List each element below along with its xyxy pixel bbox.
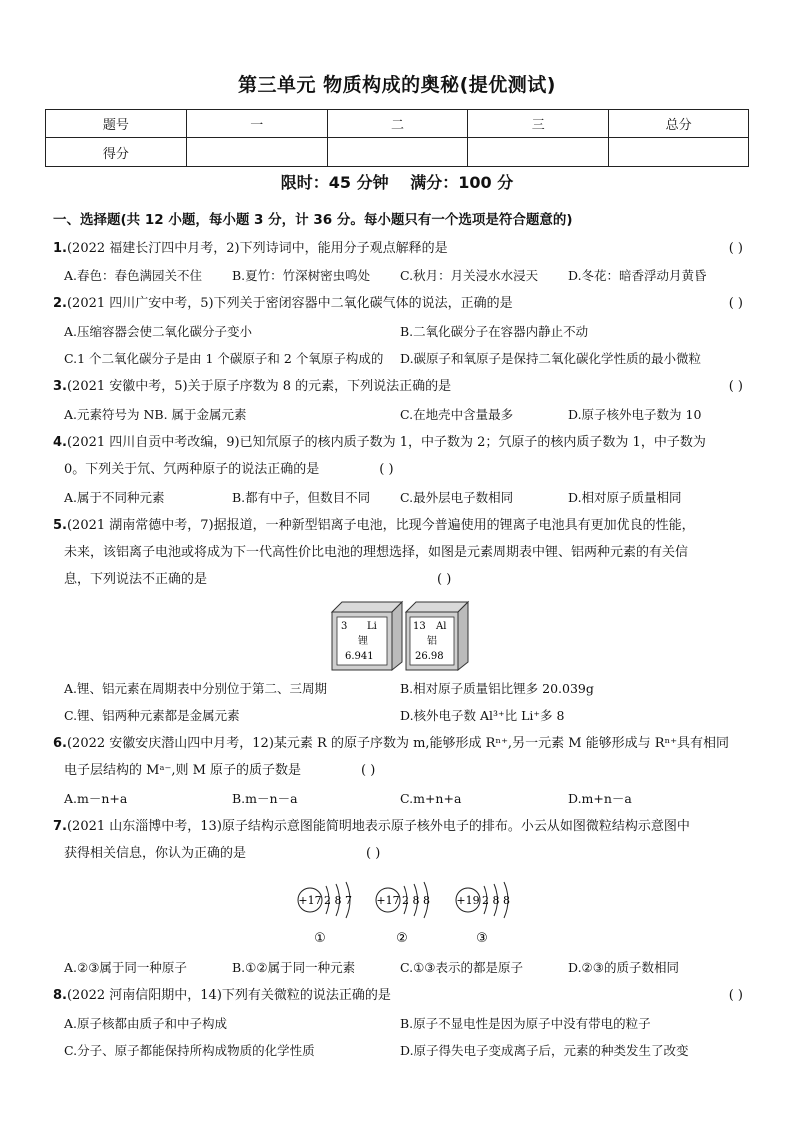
answer-paren[interactable]: ( ) xyxy=(728,241,743,256)
score-header: 二 xyxy=(327,110,468,138)
element-number: 3 xyxy=(341,621,348,632)
option[interactable]: D.原子核外电子数为 10 xyxy=(568,407,702,422)
nucleus-charge: +17 xyxy=(298,894,322,907)
question-stem: (2021 山东淄博中考，13)原子结构示意图能简明地表示原子核外电子的排布。小云从如图微粒结构示意图中 xyxy=(66,819,690,834)
element-mass: 6.941 xyxy=(345,651,374,662)
answer-paren[interactable]: ( ) xyxy=(366,846,381,861)
question-number: 1. xyxy=(53,241,67,256)
score-header: 三 xyxy=(468,110,609,138)
atom-label: ② xyxy=(396,931,408,946)
nucleus-charge: +19 xyxy=(456,894,480,907)
option[interactable]: C.秋月：月关浸水水浸天 xyxy=(400,268,539,283)
answer-paren[interactable]: ( ) xyxy=(728,988,743,1003)
atom-structure-figure xyxy=(290,876,530,946)
score-cell[interactable] xyxy=(609,138,749,167)
element-symbol: Al xyxy=(436,621,447,632)
question-6-line2 xyxy=(64,758,744,784)
question-stem: 0。下列关于氘、氕两种原子的说法正确的是 xyxy=(64,462,320,477)
option[interactable]: B.m－n－a xyxy=(232,791,298,806)
question-stem: (2022 福建长汀四中月考，2)下列诗词中，能用分子观点解释的是 xyxy=(66,241,448,256)
option[interactable]: B.原子不显电性是因为原子中没有带电的粒子 xyxy=(400,1016,651,1031)
question-stem: 息，下列说法不正确的是 xyxy=(64,572,208,587)
time-limit-line xyxy=(0,170,794,193)
answer-paren[interactable]: ( ) xyxy=(361,763,376,778)
option[interactable]: C.在地壳中含量最多 xyxy=(400,407,514,422)
option[interactable]: A.②③属于同一种原子 xyxy=(64,960,187,975)
option[interactable]: A.锂、铝元素在周期表中分别位于第二、三周期 xyxy=(64,681,328,696)
question-7 xyxy=(53,814,743,840)
question-number: 3. xyxy=(53,379,67,394)
option[interactable]: C.最外层电子数相同 xyxy=(400,490,514,505)
option[interactable]: A.原子核都由质子和中子构成 xyxy=(64,1016,228,1031)
question-2 xyxy=(53,291,743,317)
question-5 xyxy=(53,513,743,539)
question-4-line2 xyxy=(64,457,744,483)
cube-top xyxy=(332,602,402,612)
full-score: 满分：100 分 xyxy=(410,173,514,192)
option[interactable]: A.m－n+a xyxy=(64,791,128,806)
option[interactable]: D.②③的质子数相同 xyxy=(568,960,679,975)
question-stem: (2021 四川广安中考，5)下列关于密闭容器中二氧化碳气体的说法，正确的是 xyxy=(66,296,513,311)
answer-paren[interactable]: ( ) xyxy=(728,379,743,394)
score-header: 一 xyxy=(186,110,327,138)
cube-top xyxy=(406,602,468,612)
question-stem: (2021 安徽中考，5)关于原子序数为 8 的元素，下列说法正确的是 xyxy=(66,379,452,394)
question-5-line3 xyxy=(64,567,744,593)
option[interactable]: A.属于不同种元素 xyxy=(64,490,165,505)
atom-diagram-1 xyxy=(298,882,352,946)
element-cubes-svg xyxy=(330,600,470,672)
question-stem: (2022 河南信阳期中，14)下列有关微粒的说法正确的是 xyxy=(66,988,391,1003)
option[interactable]: A.春色：春色满园关不住 xyxy=(64,268,203,283)
score-cell[interactable] xyxy=(327,138,468,167)
option[interactable]: A.元素符号为 NB. 属于金属元素 xyxy=(64,407,247,422)
option[interactable]: B.二氧化碳分子在容器内静止不动 xyxy=(400,324,589,339)
section-heading: 一、选择题(共 12 小题，每小题 3 分，计 36 分。每小题只有一个选项是符合题意的) xyxy=(53,212,573,228)
periodic-table-figure xyxy=(330,600,470,672)
option[interactable]: B.相对原子质量铝比锂多 20.039g xyxy=(400,681,594,696)
answer-paren[interactable]: ( ) xyxy=(379,462,394,477)
answer-paren[interactable]: ( ) xyxy=(437,572,452,587)
score-header: 总分 xyxy=(609,110,749,138)
score-header: 题号 xyxy=(46,110,187,138)
question-number: 4. xyxy=(53,435,67,450)
answer-paren[interactable]: ( ) xyxy=(728,296,743,311)
question-number: 5. xyxy=(53,518,67,533)
option[interactable]: B.都有中子，但数目不同 xyxy=(232,490,371,505)
atom-label: ① xyxy=(314,931,326,946)
time-limit: 限时：45 分钟 xyxy=(280,173,389,192)
score-row-label: 得分 xyxy=(46,138,187,167)
question-7-line2 xyxy=(64,841,744,867)
question-3 xyxy=(53,374,743,400)
option[interactable]: A.压缩容器会使二氧化碳分子变小 xyxy=(64,324,253,339)
question-stem: 获得相关信息，你认为正确的是 xyxy=(64,846,247,861)
option[interactable]: D.冬花：暗香浮动月黄昏 xyxy=(568,268,707,283)
question-5-line2 xyxy=(64,540,744,566)
question-stem: (2021 四川自贡中考改编，9)已知氘原子的核内质子数为 1，中子数为 2；氕原子的核内质子数为 1，中子数为 xyxy=(66,435,706,450)
option[interactable]: B.①②属于同一种元素 xyxy=(232,960,356,975)
option[interactable]: C.①③表示的都是原子 xyxy=(400,960,524,975)
element-number: 13 xyxy=(413,621,426,632)
page-title: 第三单元 物质构成的奥秘(提优测试) xyxy=(238,74,556,96)
question-1 xyxy=(53,236,743,262)
question-number: 7. xyxy=(53,819,67,834)
score-cell[interactable] xyxy=(468,138,609,167)
electron-shells: 2 8 7 xyxy=(324,894,352,907)
element-name: 铝 xyxy=(427,636,437,647)
atom-diagrams-svg xyxy=(290,876,530,946)
nucleus-charge: +17 xyxy=(376,894,400,907)
score-table xyxy=(45,109,749,167)
element-name: 锂 xyxy=(358,636,368,647)
question-number: 8. xyxy=(53,988,67,1003)
atom-diagram-3 xyxy=(456,882,510,946)
question-8 xyxy=(53,983,743,1009)
option[interactable]: D.m+n－a xyxy=(568,791,632,806)
question-number: 2. xyxy=(53,296,67,311)
question-4 xyxy=(53,430,743,456)
question-stem: (2022 安徽安庆潜山四中月考，12)某元素 R 的原子序数为 m,能够形成 Rⁿ⁺,另一元素 M 能够形成与 Rⁿ⁺具有相同 xyxy=(66,736,730,751)
question-6 xyxy=(53,731,743,757)
question-number: 6. xyxy=(53,736,67,751)
option[interactable]: D.核外电子数 Al³⁺比 Li⁺多 8 xyxy=(400,708,565,723)
option[interactable]: D.相对原子质量相同 xyxy=(568,490,682,505)
element-mass: 26.98 xyxy=(415,651,444,662)
score-cell[interactable] xyxy=(186,138,327,167)
electron-shells: 2 8 8 xyxy=(402,894,430,907)
electron-shells: 2 8 8 xyxy=(482,894,510,907)
question-stem: 电子层结构的 Mᵃ⁻,则 M 原子的质子数是 xyxy=(64,763,302,778)
element-symbol: Li xyxy=(367,621,377,632)
option[interactable]: D.原子得失电子变成离子后，元素的种类发生了改变 xyxy=(400,1043,689,1058)
atom-label: ③ xyxy=(476,931,488,946)
question-stem: (2021 湖南常德中考，7)据报道，一种新型铝离子电池，比现今普遍使用的锂离子电池具有更加优良的性能， xyxy=(66,518,695,533)
cube-side xyxy=(392,602,402,670)
option[interactable]: D.碳原子和氧原子是保持二氧化碳化学性质的最小微粒 xyxy=(400,351,702,366)
option[interactable]: B.夏竹：竹深树密虫鸣处 xyxy=(232,268,371,283)
option[interactable]: C.分子、原子都能保持所构成物质的化学性质 xyxy=(64,1043,315,1058)
cube-side xyxy=(458,602,468,670)
option[interactable]: C.m+n+a xyxy=(400,791,462,806)
question-stem: 未来，该铝离子电池或将成为下一代高性价比电池的理想选择，如图是元素周期表中锂、铝两种元素的有关信 xyxy=(64,545,689,560)
atom-diagram-2 xyxy=(376,882,430,946)
option[interactable]: C.锂、铝两种元素都是金属元素 xyxy=(64,708,240,723)
option[interactable]: C.1 个二氧化碳分子是由 1 个碳原子和 2 个氧原子构成的 xyxy=(64,351,384,366)
